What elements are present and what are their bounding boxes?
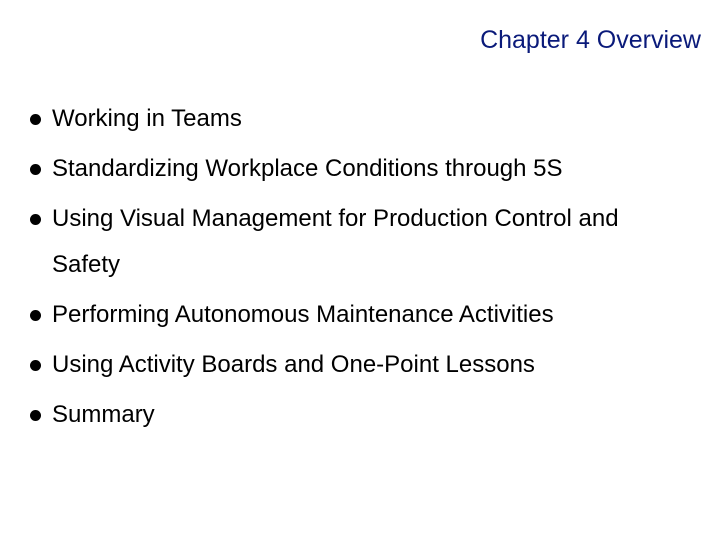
bullet-text: Working in Teams: [52, 105, 242, 132]
bullet-item-summary: [30, 392, 690, 438]
bullet-dot-icon: [30, 360, 41, 371]
bullet-item-visual-management: [30, 196, 690, 288]
bullet-item-autonomous-maintenance: [30, 292, 690, 338]
bullet-text: Summary: [52, 401, 155, 428]
bullet-item-activity-boards: [30, 342, 690, 388]
bullet-text: Standardizing Workplace Conditions through 5S: [52, 155, 563, 182]
bullet-dot-icon: [30, 310, 41, 321]
bullet-list: [30, 96, 690, 442]
bullet-dot-icon: [30, 114, 41, 125]
bullet-item-standardizing-5s: [30, 146, 690, 192]
slide-title: Chapter 4 Overview: [480, 26, 701, 54]
bullet-dot-icon: [30, 164, 41, 175]
bullet-dot-icon: [30, 410, 41, 421]
bullet-dot-icon: [30, 214, 41, 225]
bullet-text: Using Activity Boards and One-Point Lessons: [52, 351, 535, 378]
bullet-text: Using Visual Management for Production Control and Safety: [52, 205, 619, 278]
bullet-text: Performing Autonomous Maintenance Activities: [52, 301, 554, 328]
bullet-item-working-in-teams: [30, 96, 690, 142]
